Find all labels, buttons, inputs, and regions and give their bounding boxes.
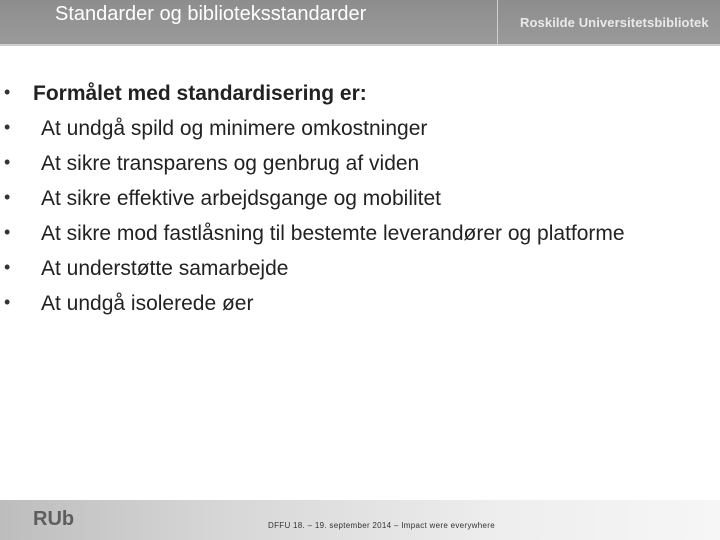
list-item-text: At undgå isolerede øer [41, 292, 254, 315]
list-item-text: At sikre transparens og genbrug af viden [41, 152, 420, 175]
bullet-glyph: • [4, 152, 11, 172]
slide-header [0, 0, 720, 44]
list-item-text: At understøtte samarbejde [41, 257, 289, 280]
rub-logo: RUb [33, 508, 75, 530]
bullet-glyph: • [4, 257, 11, 277]
bullet-glyph: • [4, 222, 11, 242]
list-item-text: At sikre mod fastlåsning til bestemte leverandører og platforme [41, 222, 625, 245]
slide-footer [0, 500, 720, 540]
bullet-glyph: • [4, 117, 11, 137]
footer-text: DFFU 18. – 19. september 2014 – Impact were everywhere [268, 521, 495, 530]
bullet-heading-text: Formålet med standardisering er: [33, 82, 367, 105]
header-divider [497, 0, 498, 44]
bullet-glyph: • [4, 82, 11, 102]
slide-title: Standarder og biblioteksstandarder [55, 3, 367, 25]
header-rule [0, 44, 720, 46]
bullet-glyph: • [4, 187, 11, 207]
list-item-text: At undgå spild og minimere omkostninger [41, 117, 428, 140]
list-item-text: At sikre effektive arbejdsgange og mobilitet [41, 187, 442, 210]
bullet-glyph: • [4, 292, 11, 312]
library-logo: Roskilde Universitetsbibliotek [520, 15, 709, 30]
